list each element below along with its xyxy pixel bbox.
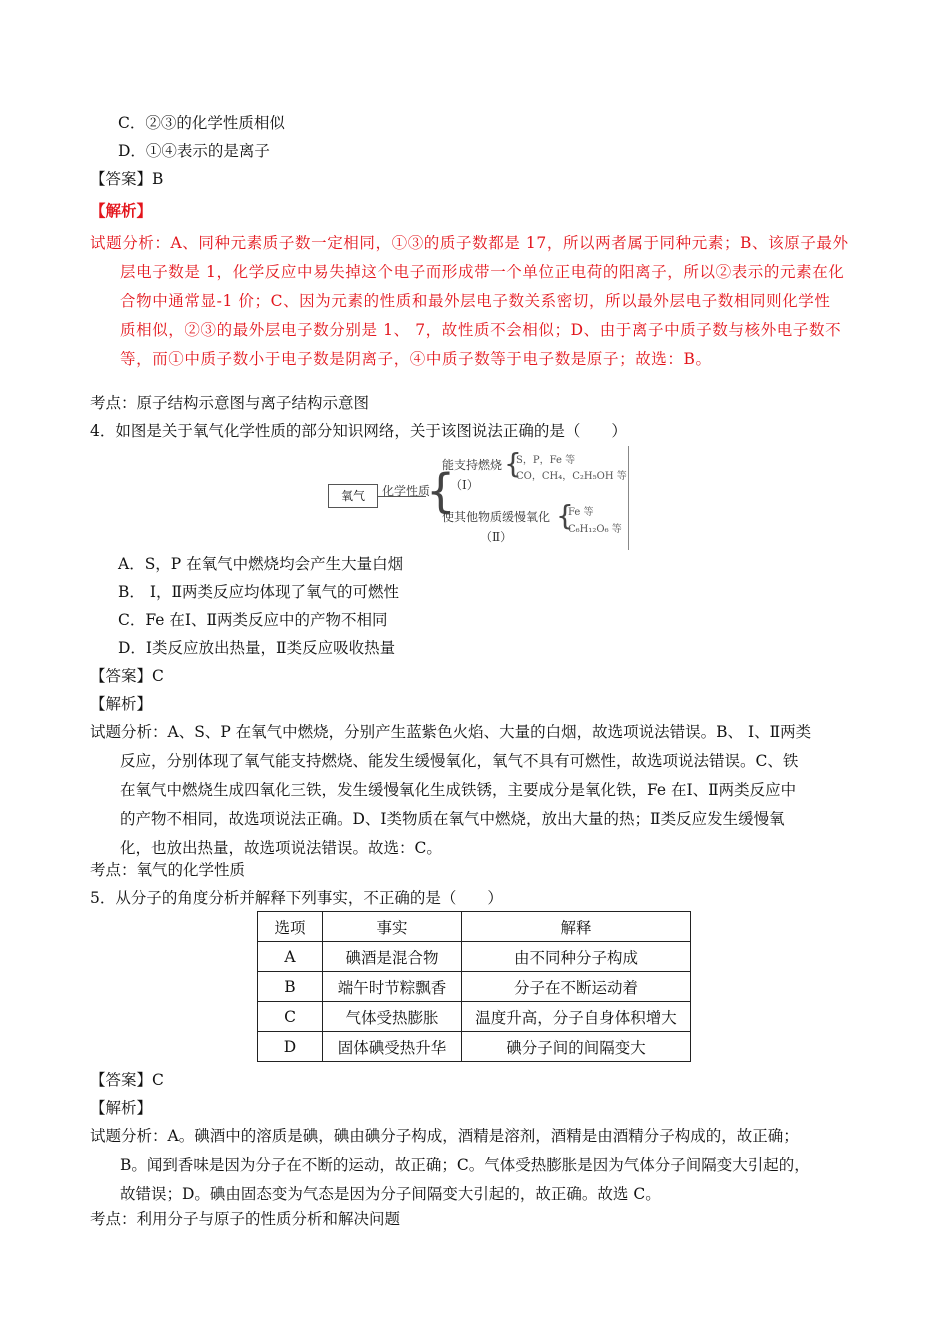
q3-answer: 【答案】B [90,170,164,188]
diagram-branch1-items-b: CO，CH₄，C₂H₅OH 等 [516,471,627,482]
table-header: 解释 [462,912,691,942]
q3-analysis-line: 质相似，②③的最外层电子数分别是 1、 7，故性质不会相似；D、由于离子中质子数与核外电子数不 [120,321,842,339]
q4-analysis-line: 试题分析：A、S、P 在氧气中燃烧，分别产生蓝紫色火焰、大量的白烟，故选项说法错误。B、 Ⅰ、Ⅱ两类 [90,723,812,741]
q3-analysis-line: 合物中通常显-1 价；C、因为元素的性质和最外层电子数关系密切，所以最外层电子数相同则化学性 [120,292,831,310]
q3-analysis-line: 层电子数是 1，化学反应中易失掉这个电子而形成带一个单位正电荷的阳离子，所以②表示的元素在化 [120,263,845,281]
q4-stem: 4．如图是关于氧气化学性质的部分知识网络，关于该图说法正确的是（ ） [90,422,627,440]
q5-stem: 5．从分子的角度分析并解释下列事实，不正确的是（ ） [90,889,503,907]
q5-analysis [90,1122,870,1209]
q3-analysis-label: 【解析】 [90,201,153,220]
diagram-brace-1: { [504,447,522,480]
q4-answer: 【答案】C [90,667,164,685]
table-cell: 碘分子间的间隔变大 [462,1032,691,1062]
diagram-branch2-num: （Ⅱ） [480,530,513,544]
q4-analysis-line: 在氧气中燃烧生成四氧化三铁，发生缓慢氧化生成铁锈，主要成分是氧化铁，Fe 在Ⅰ、Ⅱ两类反应中 [120,781,797,799]
table-header-row [258,912,691,942]
diagram-branch2-items-b: C₆H₁₂O₆ 等 [568,524,622,535]
table-cell: D [258,1032,323,1062]
table-header: 选项 [258,912,323,942]
table-row [258,972,691,1002]
diagram-branch2: 使其他物质缓慢氧化 [442,510,551,524]
table-cell: C [258,1002,323,1032]
table-cell: 端午时节粽飘香 [323,972,462,1002]
diagram-main-brace: { [426,464,456,518]
diagram-branch1-num: （Ⅰ） [450,478,479,492]
q5-table [257,911,691,1062]
table-header: 事实 [323,912,462,942]
diagram-oxygen-box: 氧气 [328,484,378,508]
table-cell: B [258,972,323,1002]
q4-option-a: A．S，P 在氧气中燃烧均会产生大量白烟 [118,555,404,573]
q4-point: 考点：氧气的化学性质 [90,861,246,879]
q4-option-d: D．Ⅰ类反应放出热量，Ⅱ类反应吸收热量 [118,639,396,657]
q3-analysis-line: 等，而①中质子数小于电子数是阴离子，④中质子数等于电子数是原子；故选：B。 [120,350,712,368]
oxygen-knowledge-diagram [322,446,630,550]
q4-analysis-line: 的产物不相同，故选项说法正确。D、Ⅰ类物质在氧气中燃烧，放出大量的热；Ⅱ类反应发生缓慢氧 [120,810,785,828]
table-row [258,942,691,972]
q3-option-c: C．②③的化学性质相似 [118,114,285,132]
table-row [258,1002,691,1032]
q5-analysis-line: 试题分析：A。碘酒中的溶质是碘，碘由碘分子构成，酒精是溶剂，酒精是由酒精分子构成的，故正确； [90,1127,799,1145]
q4-analysis [90,718,870,863]
q5-analysis-line: B。闻到香味是因为分子在不断的运动，故正确；C。气体受热膨胀是因为气体分子间隔变大引起的， [120,1156,810,1174]
diagram-branch2-items-a: Fe 等 [568,507,594,518]
diagram-chem-prop: 化学性质 [382,484,431,498]
table-cell: 碘酒是混合物 [323,942,462,972]
diagram-branch1: 能支持燃烧 [442,458,503,472]
table-cell: 温度升高，分子自身体积增大 [462,1002,691,1032]
table-cell: 由不同种分子构成 [462,942,691,972]
q5-analysis-label: 【解析】 [90,1099,153,1117]
diagram-branch1-items-a: S，P，Fe 等 [516,455,576,466]
table-cell: 气体受热膨胀 [323,1002,462,1032]
q4-analysis-label: 【解析】 [90,695,153,713]
q3-option-d: D．①④表示的是离子 [118,142,270,160]
q5-answer: 【答案】C [90,1071,164,1089]
table-cell: 固体碘受热升华 [323,1032,462,1062]
q4-analysis-line: 反应，分别体现了氧气能支持燃烧、能发生缓慢氧化，氧气不具有可燃性，故选项说法错误。C、铁 [120,752,799,770]
diagram-brace-2: { [556,499,574,532]
diagram-edge [628,446,629,550]
table-row [258,1032,691,1062]
q3-analysis [90,229,870,374]
q4-analysis-line: 化，也放出热量，故选项说法错误。故选：C。 [120,839,442,857]
q4-option-b: B． Ⅰ，Ⅱ两类反应均体现了氧气的可燃性 [118,583,399,601]
q4-option-c: C．Fe 在Ⅰ、Ⅱ两类反应中的产物不相同 [118,611,388,629]
table-cell: 分子在不断运动着 [462,972,691,1002]
q5-analysis-line: 故错误；D。碘由固态变为气态是因为分子间隔变大引起的，故正确。故选 C。 [120,1185,661,1203]
q3-point: 考点：原子结构示意图与离子结构示意图 [90,394,370,412]
q5-point: 考点：利用分子与原子的性质分析和解决问题 [90,1210,401,1228]
q3-analysis-line: 试题分析：A、同种元素质子数一定相同，①③的质子数都是 17，所以两者属于同种元素；B、该原子最外 [90,234,849,252]
table-cell: A [258,942,323,972]
